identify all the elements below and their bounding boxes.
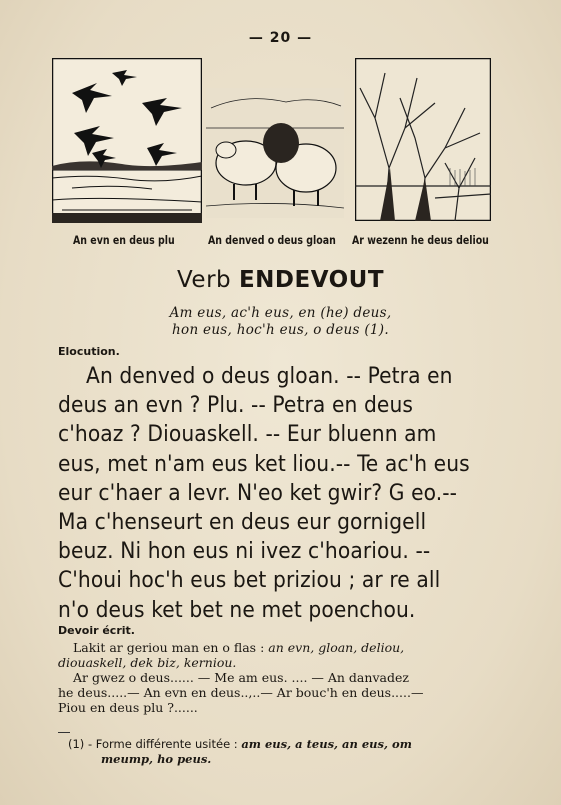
- swallows-illustration: [52, 58, 202, 223]
- illustration-caption-trees: Ar wezenn he deus deliou: [352, 233, 489, 247]
- title-prefix: Verb: [176, 267, 232, 293]
- conjugation-line-2: hon eus, hoc'h eus, o deus (1).: [172, 322, 389, 338]
- title-verb: ENDEVOUT: [238, 267, 385, 293]
- elocution-line: Ma c'henseurt en deus eur gornigell: [58, 509, 427, 536]
- devoir-line: Ar gwez o deus...... — Me am eus. .... — An danvadez: [73, 670, 409, 685]
- elocution-line: beuz. Ni hon eus ni ivez c'hoariou. --: [58, 538, 431, 565]
- elocution-line: An denved o deus gloan. -- Petra en: [86, 363, 453, 389]
- elocution-line: deus an evn ? Plu. -- Petra en deus: [58, 392, 414, 419]
- elocution-line: eur c'haer a levr. N'eo ket gwir? G eo.--: [58, 479, 458, 506]
- devoir-heading: Devoir écrit.: [58, 624, 135, 637]
- devoir-text: [58, 640, 488, 715]
- footnote-forms-cont: meump, ho peus.: [101, 752, 212, 766]
- devoir-line: Piou en deus plu ?......: [58, 700, 198, 715]
- illustration-caption-swallows: An evn en deus plu: [73, 233, 175, 247]
- elocution-line: eus, met n'am eus ket liou.-- Te ac'h eus: [58, 450, 470, 477]
- elocution-heading: Elocution.: [58, 345, 120, 358]
- footnote-rule: [58, 732, 70, 733]
- footnote: [68, 737, 488, 767]
- elocution-text: [58, 362, 488, 625]
- devoir-line: Lakit ar geriou man en o flas : an evn, gloan, deliou,: [73, 640, 405, 655]
- elocution-line: n'o deus ket bet ne met poenchou.: [58, 596, 416, 623]
- page-title: [0, 267, 561, 293]
- elocution-line: C'houi hoc'h eus bet priziou ; ar re all: [58, 567, 441, 594]
- trees-illustration: [355, 58, 491, 221]
- footnote-label: (1) - Forme différente usitée :: [68, 737, 242, 751]
- footnote-forms: am eus, a teus, an eus, om: [241, 737, 412, 751]
- illustration-caption-sheep: An denved o deus gloan: [208, 233, 336, 247]
- devoir-line: diouaskell, dek biz, kerniou.: [58, 655, 237, 670]
- devoir-line: he deus.....— An evn en deus..,..— Ar bouc'h en deus.....—: [58, 685, 424, 700]
- page-number: — 20 —: [248, 30, 313, 46]
- elocution-line: c'hoaz ? Diouaskell. -- Eur bluenn am: [58, 421, 437, 448]
- sheep-illustration: [206, 88, 344, 218]
- conjugation-line-1: Am eus, ac'h eus, en (he) deus,: [169, 305, 392, 321]
